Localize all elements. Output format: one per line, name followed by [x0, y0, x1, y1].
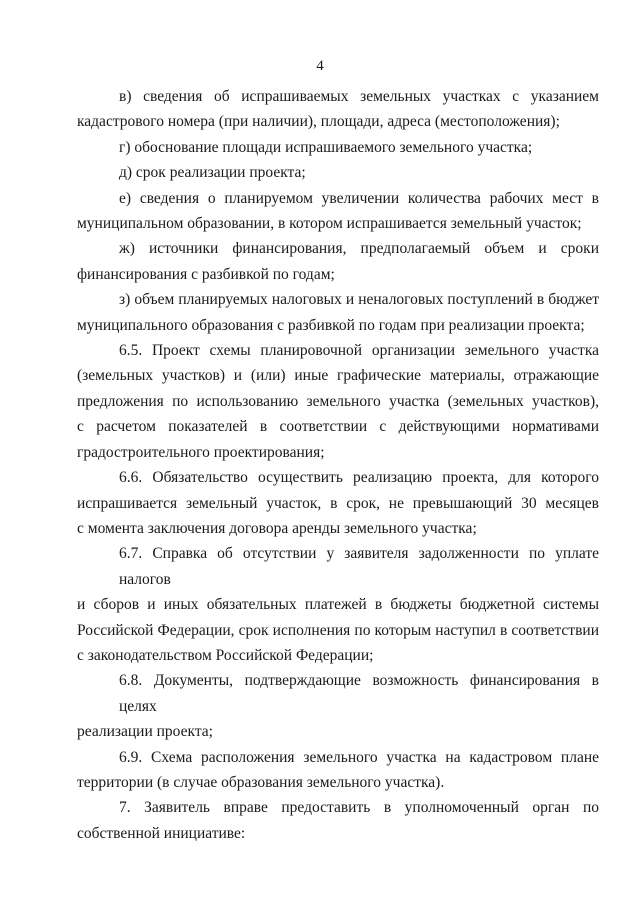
text-line: 6.8. Документы, подтверждающие возможность финансирования в целях — [119, 672, 599, 715]
text-line: ж) источники финансирования, предполагаемый объем и сроки — [119, 240, 599, 258]
text-line: (земельных участков) и (или) иные графические материалы, отражающие — [77, 367, 599, 385]
paragraph — [77, 287, 599, 338]
paragraph — [77, 338, 599, 465]
text-line: 6.6. Обязательство осуществить реализацию проекта, для которого — [119, 469, 599, 487]
text-line: реализации проекта; — [77, 723, 213, 741]
text-line: 6.5. Проект схемы планировочной организации земельного участка — [119, 342, 599, 360]
paragraph — [77, 745, 599, 796]
page-number: 4 — [316, 58, 324, 74]
paragraph — [77, 465, 599, 541]
text-line: з) объем планируемых налоговых и неналоговых поступлений в бюджет — [119, 291, 599, 309]
paragraph — [77, 160, 599, 185]
text-line: 6.7. Справка об отсутствии у заявителя задолженности по уплате налогов — [119, 545, 599, 588]
document-body — [77, 84, 599, 846]
paragraph — [77, 668, 599, 744]
text-line: г) обоснование площади испрашиваемого земельного участка; — [119, 138, 533, 156]
paragraph — [77, 795, 599, 846]
text-line: испрашивается земельный участок, в срок, не превышающий 30 месяцев — [77, 494, 599, 512]
text-line: финансирования с разбивкой по годам; — [77, 265, 335, 283]
text-line: с законодательством Российской Федерации; — [77, 646, 374, 664]
text-line: 6.9. Схема расположения земельного участка на кадастровом плане — [119, 748, 599, 766]
text-line: с расчетом показателей в соответствии с действующими нормативами — [77, 418, 599, 436]
text-line: территории (в случае образования земельного участка). — [77, 773, 445, 791]
text-line: Российской Федерации, срок исполнения по которым наступил в соответствии — [77, 621, 599, 639]
text-line: е) сведения о планируемом увеличении количества рабочих мест в — [119, 189, 599, 207]
paragraph — [77, 236, 599, 287]
text-line: предложения по использованию земельного участка (земельных участков), — [77, 392, 599, 410]
text-line: с момента заключения договора аренды земельного участка; — [77, 519, 477, 537]
text-line: и сборов и иных обязательных платежей в бюджеты бюджетной системы — [77, 596, 599, 614]
text-line: д) срок реализации проекта; — [119, 164, 306, 182]
text-line: муниципального образования с разбивкой по годам при реализации проекта; — [77, 316, 585, 334]
text-line: в) сведения об испрашиваемых земельных участках с указанием — [119, 88, 599, 105]
text-line: градостроительного проектирования; — [77, 443, 325, 461]
paragraph — [77, 135, 599, 160]
text-line: 7. Заявитель вправе предоставить в уполномоченный орган по — [119, 799, 599, 817]
paragraph — [77, 541, 599, 668]
text-line: кадастрового номера (при наличии), площади, адреса (местоположения); — [77, 113, 560, 131]
paragraph — [77, 186, 599, 237]
text-line: муниципальном образовании, в котором испрашивается земельный участок; — [77, 215, 582, 233]
paragraph — [77, 84, 599, 135]
text-line: собственной инициативе: — [77, 824, 246, 842]
